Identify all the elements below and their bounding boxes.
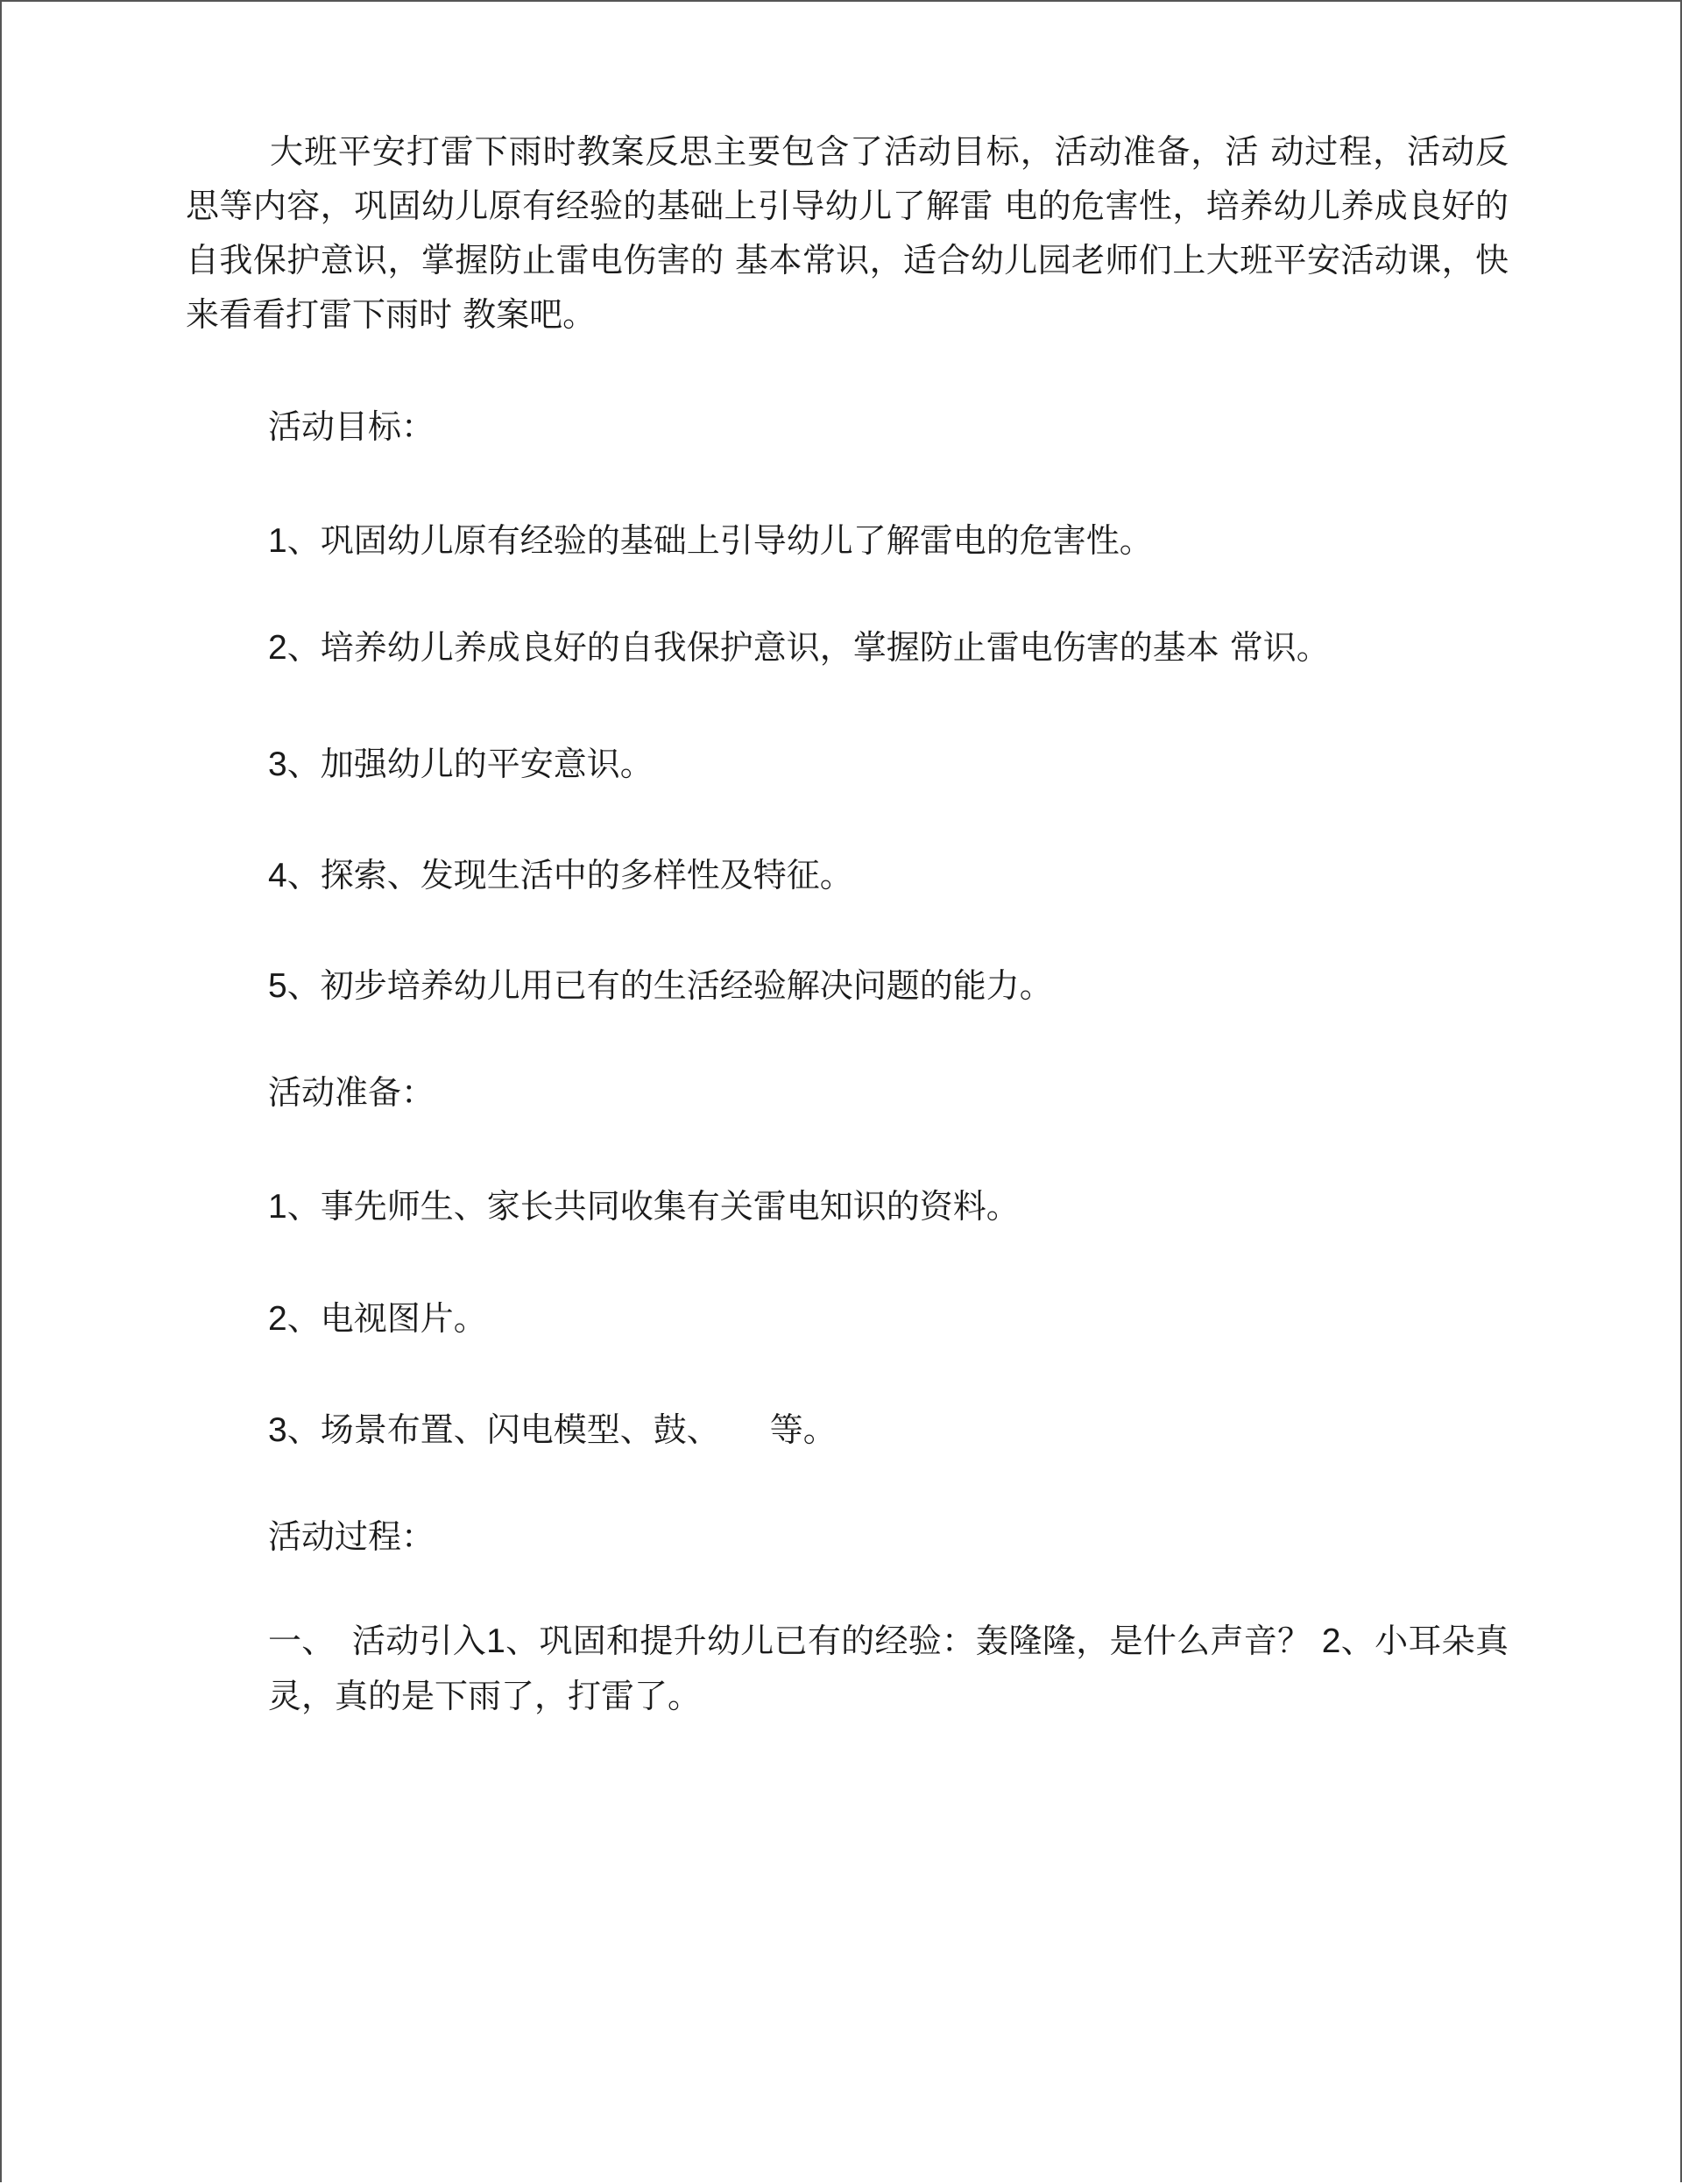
process-step-1-prefix: 一、 活动引入 [268,1622,487,1660]
goal-item-5-number: 5 [268,967,287,1005]
goal-item-4-number: 4 [268,857,287,894]
goal-item-1-number: 1 [268,522,287,560]
prep-item-2-text: 、电视图片。 [286,1299,487,1338]
goal-item-2-number: 2 [268,629,287,667]
goal-item-1 [268,519,1153,563]
intro-paragraph: 大班平安打雷下雨时教案反思主要包含了活动目标，活动准备，活 动过程，活动反思等内容，巩固幼儿原有经验的基础上引导幼儿了解雷 电的危害性，培养幼儿养成良好的自我保护意识，掌握防止雷电伤害的 基本常识，适合幼儿园老师们上大班平安活动课，快来看看打雷下雨时 教案吧。 [186,132,1509,334]
prep-item-3-number: 3 [268,1411,287,1449]
process-step-1-number-1: 1 [486,1622,505,1660]
goal-item-1-text: 、巩固幼儿原有经验的基础上引导幼儿了解雷电的危害性。 [286,521,1153,560]
goal-item-5 [268,964,1053,1008]
goal-item-3-text: 、加强幼儿的平安意识。 [286,745,654,783]
prep-item-2 [268,1297,487,1341]
process-step-1 [268,1614,1509,1723]
prep-item-1-text: 、事先师生、家长共同收集有关雷电知识的资料。 [286,1187,1020,1226]
prep-item-1-number: 1 [268,1188,287,1226]
process-heading: 活动过程： [268,1517,435,1556]
goal-item-2-text: 、培养幼儿养成良好的自我保护意识，掌握防止雷电伤害的基本 常识。 [286,628,1330,667]
goals-heading: 活动目标： [268,407,435,446]
prep-item-3-text: 、场景布置、闪电模型、鼓、 等。 [286,1410,837,1449]
prep-item-1 [268,1184,1020,1229]
process-step-1-text-2: 、小耳朵真灵，真的是下雨了，打雷了。 [268,1622,1509,1715]
goal-item-5-text: 、初步培养幼儿用已有的生活经验解决问题的能力。 [286,966,1053,1005]
goal-item-3 [268,742,654,787]
goal-item-4 [268,853,853,898]
process-step-1-text-1: 、巩固和提升幼儿已有的经验：轰隆隆，是什么声音？ [505,1622,1322,1660]
prep-item-3 [268,1408,837,1452]
goal-item-2 [268,626,1330,670]
goal-item-4-text: 、探索、发现生活中的多样性及特征。 [286,856,853,894]
prep-item-2-number: 2 [268,1300,287,1338]
process-step-1-number-2: 2 [1321,1622,1341,1660]
goal-item-3-number: 3 [268,746,287,783]
prep-heading: 活动准备： [268,1073,435,1112]
